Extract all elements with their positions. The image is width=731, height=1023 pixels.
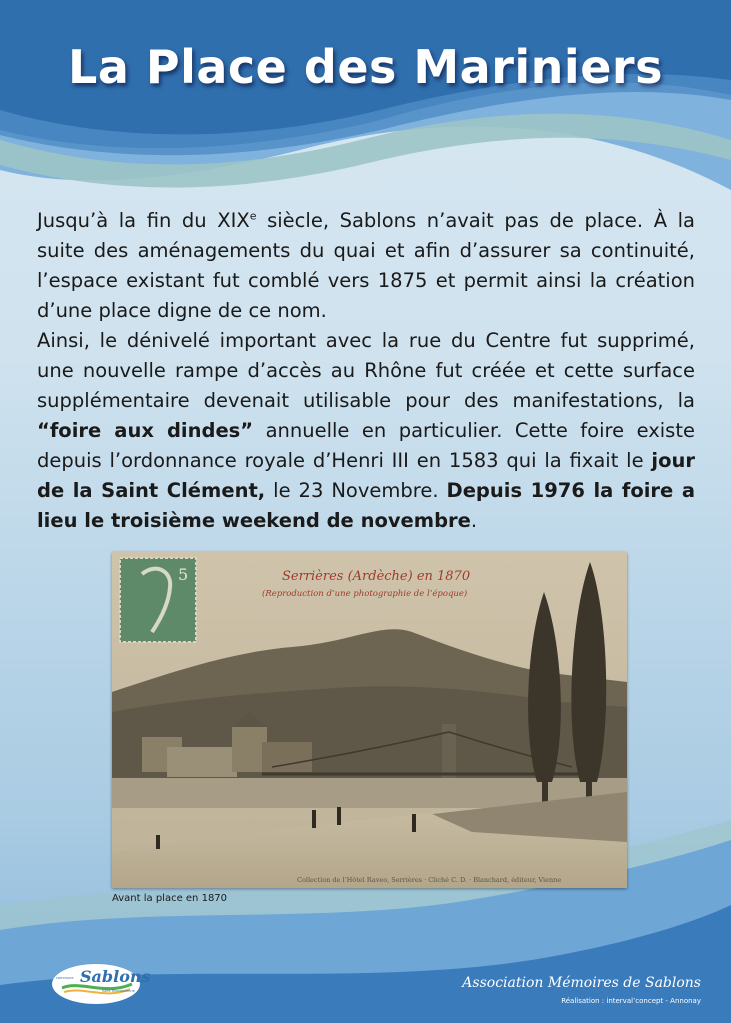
historic-postcard-photo	[112, 552, 627, 888]
postcard-footer: Collection de l’Hôtel Raveo, Serrières · Cliché C. D. · Blanchard, éditeur, Vienne	[297, 876, 562, 884]
paragraph-2-text: Ainsi, le dénivelé important avec la rue du Centre fut supprimé, une nouvelle rampe d’accès au Rhône fut créée et cette surface supplémentaire devenait utilisable pour des manifestations, la	[37, 329, 695, 412]
foire-aux-dindes: “foire aux dindes”	[37, 419, 254, 442]
paragraph-2-date: le 23 Novembre.	[265, 479, 447, 502]
association-name: Association Mémoires de Sablons	[462, 975, 701, 991]
postcard-title: Serrières (Ardèche) en 1870	[282, 569, 471, 584]
logo-text: Sablons	[80, 967, 151, 986]
saint-clement: jour de la Saint Clément,	[37, 449, 695, 502]
design-credit: Réalisation : interval’concept - Annonay	[561, 997, 701, 1005]
body-text	[37, 206, 695, 536]
stamp-value: 5	[178, 565, 189, 584]
paragraph-2	[37, 326, 695, 536]
photo-caption: Avant la place en 1870	[112, 893, 228, 904]
logo-small-left: commune	[56, 976, 74, 980]
century-superscript: e	[249, 209, 257, 223]
page-title: La Place des Mariniers	[68, 40, 663, 94]
paragraph-2-end: .	[470, 509, 478, 532]
paragraph-1-text-cont: siècle, Sablons n’avait pas de place. À la suite des aménagements du quai et afin d’assurer sa continuité, l’espace existant fut comblé vers 1875 et permit ainsi la création d’une place digne de ce nom.	[37, 209, 695, 322]
sablons-logo	[50, 958, 151, 1006]
logo-small-right: Isère Rhodanienne	[102, 989, 135, 993]
paragraph-1-text: Jusqu’à la fin du XIX	[37, 209, 250, 232]
paragraph-1	[37, 206, 695, 326]
postage-stamp	[120, 558, 196, 642]
paragraph-2-text-cont: annuelle en particulier. Cette foire existe depuis l’ordonnance royale d’Henri III en 1583 qui la fixait le	[37, 419, 695, 472]
since-1976: Depuis 1976 la foire a lieu le troisième weekend de novembre	[37, 479, 695, 532]
postcard-subtitle: (Reproduction d’une photographie de l’époque)	[262, 589, 468, 599]
